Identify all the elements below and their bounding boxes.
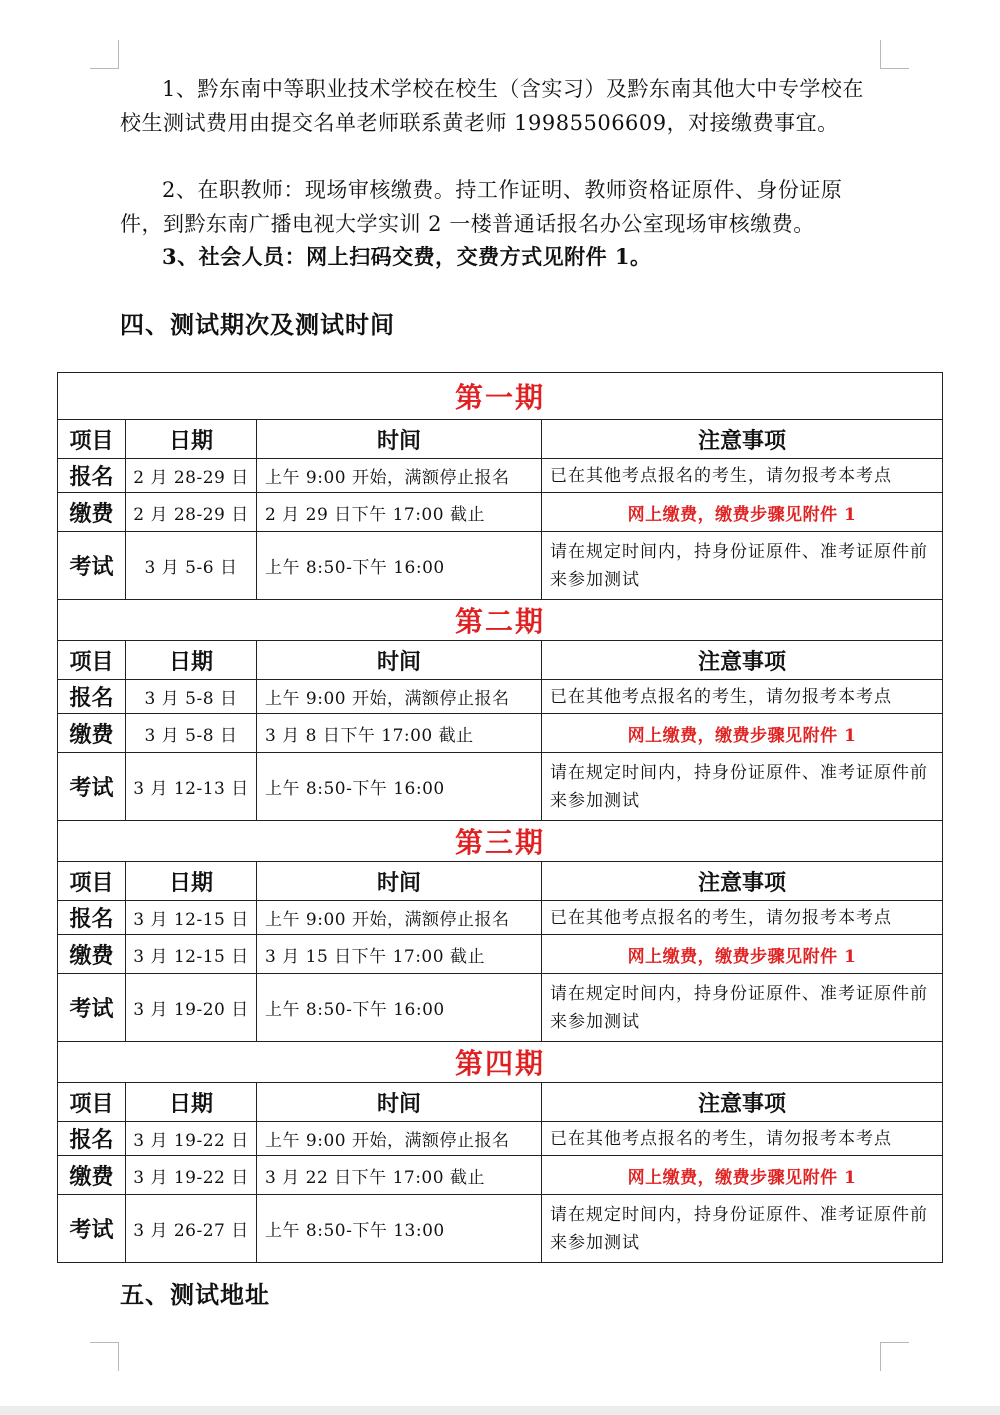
row-date: 3 月 12-15 日: [126, 935, 257, 974]
row-time: 3 月 8 日下午 17:00 截止: [257, 714, 542, 753]
row-date: 3 月 26-27 日: [126, 1195, 257, 1263]
row-label: 考试: [58, 753, 126, 821]
row-time: 上午 8:50-下午 16:00: [257, 532, 542, 600]
table-row: [58, 1195, 943, 1263]
row-note: 已在其他考点报名的考生，请勿报考本考点: [542, 680, 943, 714]
row-label: 报名: [58, 901, 126, 935]
intro-paragraph-3: [120, 240, 885, 274]
column-header-row: [58, 862, 943, 901]
row-date: 2 月 28-29 日: [126, 459, 257, 493]
row-time: 上午 9:00 开始，满额停止报名: [257, 901, 542, 935]
column-header-item: 项目: [58, 641, 126, 680]
row-label: 考试: [58, 1195, 126, 1263]
row-note: 请在规定时间内，持身份证原件、准考证原件前来参加测试: [542, 1195, 943, 1263]
column-header-item: 项目: [58, 420, 126, 459]
column-header-item: 项目: [58, 862, 126, 901]
row-label: 缴费: [58, 493, 126, 532]
column-header-item: 项目: [58, 1083, 126, 1122]
page-bottom-edge: [0, 1406, 1000, 1415]
row-time: 上午 9:00 开始，满额停止报名: [257, 680, 542, 714]
row-label: 报名: [58, 459, 126, 493]
column-header-note: 注意事项: [542, 1083, 943, 1122]
column-header-date: 日期: [126, 641, 257, 680]
crop-mark-bottom-right: [880, 1342, 909, 1371]
crop-mark-top-right: [880, 40, 909, 69]
table-row: [58, 935, 943, 974]
row-note: 已在其他考点报名的考生，请勿报考本考点: [542, 459, 943, 493]
column-header-time: 时间: [257, 420, 542, 459]
row-note-highlight: 网上缴费，缴费步骤见附件 1: [542, 1156, 943, 1195]
row-date: 3 月 12-13 日: [126, 753, 257, 821]
row-time: 上午 9:00 开始，满额停止报名: [257, 1122, 542, 1156]
column-header-time: 时间: [257, 1083, 542, 1122]
period-title-row: [58, 373, 943, 420]
row-date: 3 月 19-22 日: [126, 1156, 257, 1195]
row-time: 上午 8:50-下午 16:00: [257, 753, 542, 821]
row-label: 考试: [58, 532, 126, 600]
period-title-row: [58, 600, 943, 641]
row-label: 考试: [58, 974, 126, 1042]
column-header-date: 日期: [126, 1083, 257, 1122]
table-row: [58, 714, 943, 753]
row-note-highlight: 网上缴费，缴费步骤见附件 1: [542, 493, 943, 532]
column-header-row: [58, 1083, 943, 1122]
column-header-note: 注意事项: [542, 862, 943, 901]
table-row: [58, 493, 943, 532]
row-label: 报名: [58, 680, 126, 714]
period-title: 第二期: [58, 600, 943, 641]
row-date: 3 月 19-20 日: [126, 974, 257, 1042]
row-note-highlight: 网上缴费，缴费步骤见附件 1: [542, 714, 943, 753]
period-title: 第三期: [58, 821, 943, 862]
column-header-time: 时间: [257, 862, 542, 901]
column-header-note: 注意事项: [542, 641, 943, 680]
row-time: 上午 8:50-下午 13:00: [257, 1195, 542, 1263]
table-row: [58, 459, 943, 493]
period-title-row: [58, 821, 943, 862]
table-row: [58, 974, 943, 1042]
column-header-time: 时间: [257, 641, 542, 680]
row-time: 上午 8:50-下午 16:00: [257, 974, 542, 1042]
column-header-row: [58, 420, 943, 459]
table-row: [58, 532, 943, 600]
row-date: 3 月 19-22 日: [126, 1122, 257, 1156]
row-label: 缴费: [58, 1156, 126, 1195]
row-date: 2 月 28-29 日: [126, 493, 257, 532]
row-label: 报名: [58, 1122, 126, 1156]
crop-mark-bottom-left: [90, 1342, 119, 1371]
intro-paragraph-1-text: 1、黔东南中等职业技术学校在校生（含实习）及黔东南其他大中专学校在校生测试费用由提交名单老师联系黄老师 19985506609，对接缴费事宜。: [120, 77, 864, 135]
row-date: 3 月 12-15 日: [126, 901, 257, 935]
intro-paragraph-1: [120, 72, 885, 140]
table-row: [58, 680, 943, 714]
row-time: 上午 9:00 开始，满额停止报名: [257, 459, 542, 493]
section-4-heading: 四、测试期次及测试时间: [120, 310, 395, 339]
row-note-highlight: 网上缴费，缴费步骤见附件 1: [542, 935, 943, 974]
row-date: 3 月 5-8 日: [126, 714, 257, 753]
row-note: 已在其他考点报名的考生，请勿报考本考点: [542, 1122, 943, 1156]
period-title: 第四期: [58, 1042, 943, 1083]
schedule-table: [57, 372, 943, 1263]
column-header-date: 日期: [126, 420, 257, 459]
table-row: [58, 753, 943, 821]
table-row: [58, 1122, 943, 1156]
row-time: 3 月 22 日下午 17:00 截止: [257, 1156, 542, 1195]
intro-paragraph-2-text: 2、在职教师：现场审核缴费。持工作证明、教师资格证原件、身份证原件，到黔东南广播电视大学实训 2 一楼普通话报名办公室现场审核缴费。: [120, 178, 843, 236]
row-label: 缴费: [58, 935, 126, 974]
crop-mark-top-left: [90, 40, 119, 69]
intro-paragraph-2: [120, 173, 885, 241]
column-header-row: [58, 641, 943, 680]
row-date: 3 月 5-6 日: [126, 532, 257, 600]
row-date: 3 月 5-8 日: [126, 680, 257, 714]
row-note: 已在其他考点报名的考生，请勿报考本考点: [542, 901, 943, 935]
schedule-table-body: [58, 373, 943, 1263]
period-title-row: [58, 1042, 943, 1083]
table-row: [58, 1156, 943, 1195]
period-title: 第一期: [58, 373, 943, 420]
table-row: [58, 901, 943, 935]
row-label: 缴费: [58, 714, 126, 753]
row-time: 3 月 15 日下午 17:00 截止: [257, 935, 542, 974]
intro-paragraph-3-text: 3、社会人员：网上扫码交费，交费方式见附件 1。: [162, 244, 652, 269]
row-note: 请在规定时间内，持身份证原件、准考证原件前来参加测试: [542, 753, 943, 821]
row-note: 请在规定时间内，持身份证原件、准考证原件前来参加测试: [542, 532, 943, 600]
column-header-date: 日期: [126, 862, 257, 901]
section-5-heading: 五、测试地址: [120, 1280, 270, 1309]
row-time: 2 月 29 日下午 17:00 截止: [257, 493, 542, 532]
column-header-note: 注意事项: [542, 420, 943, 459]
row-note: 请在规定时间内，持身份证原件、准考证原件前来参加测试: [542, 974, 943, 1042]
